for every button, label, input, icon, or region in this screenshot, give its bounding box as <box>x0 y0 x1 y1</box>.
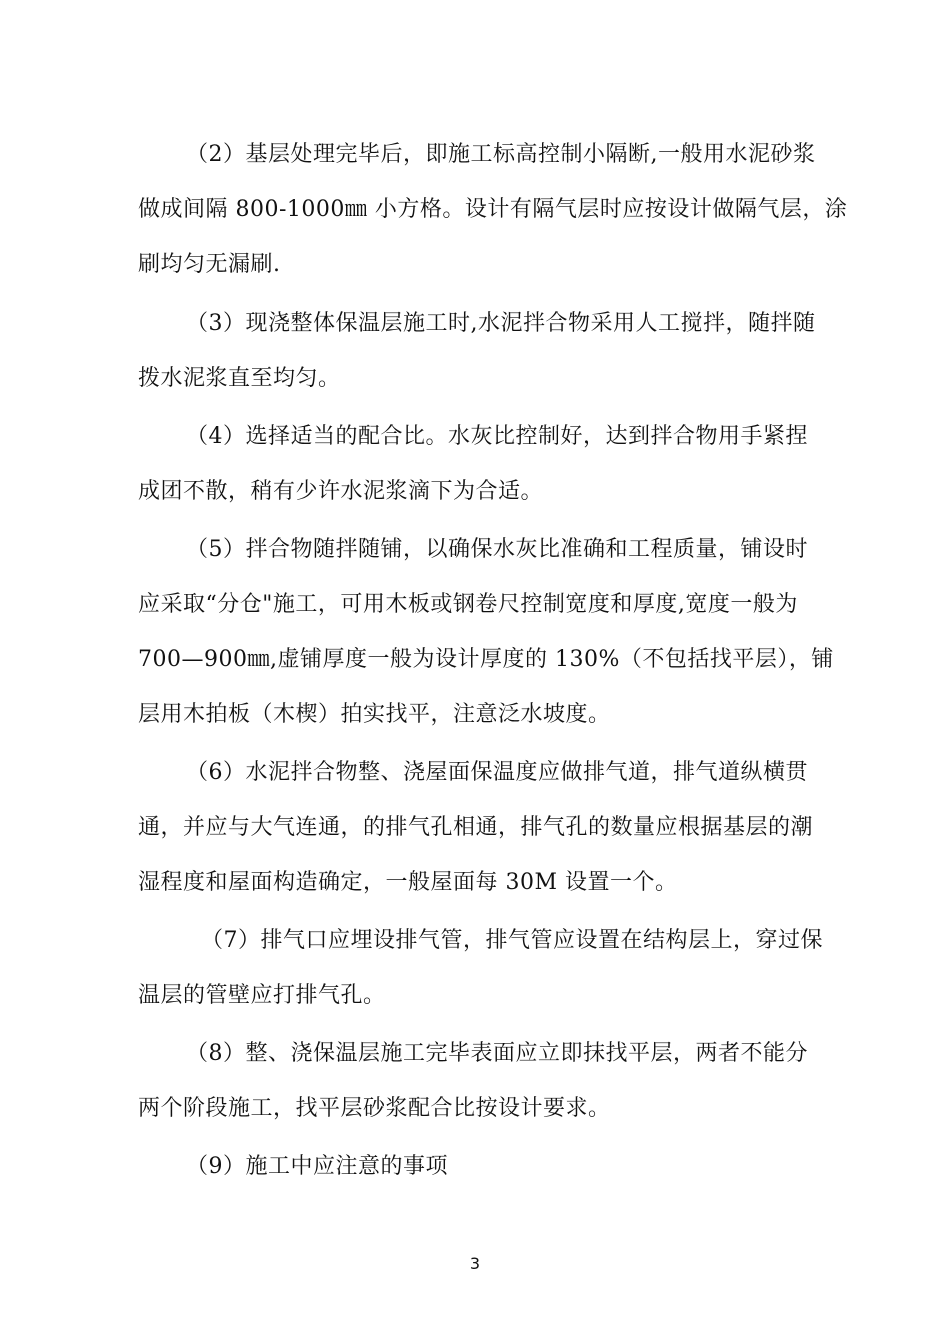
paragraph-4-line-1: （4）选择适当的配合比。水灰比控制好，达到拌合物用手紧捏 <box>186 424 808 449</box>
paragraph-6-line-1: （6）水泥拌合物整、浇屋面保温度应做排气道，排气道纵横贯 <box>186 760 808 785</box>
page-number: 3 <box>469 1254 481 1273</box>
paragraph-5-line-1: （5）拌合物随拌随铺，以确保水灰比准确和工程质量，铺设时 <box>186 537 808 562</box>
paragraph-3-line-2: 拨水泥浆直至均匀。 <box>138 366 341 391</box>
paragraph-7-line-1: （7）排气口应埋设排气管，排气管应设置在结构层上，穿过保 <box>201 928 823 953</box>
paragraph-8-line-2: 两个阶段施工，找平层砂浆配合比按设计要求。 <box>138 1096 611 1121</box>
paragraph-2-line-3: 刷均匀无漏刷. <box>138 252 281 277</box>
paragraph-6-line-3: 湿程度和屋面构造确定，一般屋面每 30M 设置一个。 <box>138 870 678 895</box>
paragraph-2-line-1: （2）基层处理完毕后，即施工标高控制小隔断,一般用水泥砂浆 <box>186 142 816 167</box>
paragraph-4-line-2: 成团不散，稍有少许水泥浆滴下为合适。 <box>138 479 544 504</box>
paragraph-5-line-2: 应采取“分仓"施工，可用木板或钢卷尺控制宽度和厚度,宽度一般为 <box>138 592 798 617</box>
paragraph-5-line-4: 层用木拍板（木楔）拍实找平，注意泛水坡度。 <box>138 702 611 727</box>
paragraph-8-line-1: （8）整、浇保温层施工完毕表面应立即抹找平层，两者不能分 <box>186 1041 808 1066</box>
paragraph-2-line-2: 做成间隔 800-1000㎜ 小方格。设计有隔气层时应按设计做隔气层，涂 <box>138 197 848 222</box>
paragraph-5-line-3: 700—900㎜,虚铺厚度一般为设计厚度的 130%（不包括找平层），铺 <box>138 647 834 672</box>
paragraph-3-line-1: （3）现浇整体保温层施工时,水泥拌合物采用人工搅拌，随拌随 <box>186 311 816 336</box>
paragraph-9-line-1: （9）施工中应注意的事项 <box>186 1154 448 1179</box>
paragraph-7-line-2: 温层的管壁应打排气孔。 <box>138 983 386 1008</box>
paragraph-6-line-2: 通，并应与大气连通，的排气孔相通，排气孔的数量应根据基层的潮 <box>138 815 814 840</box>
